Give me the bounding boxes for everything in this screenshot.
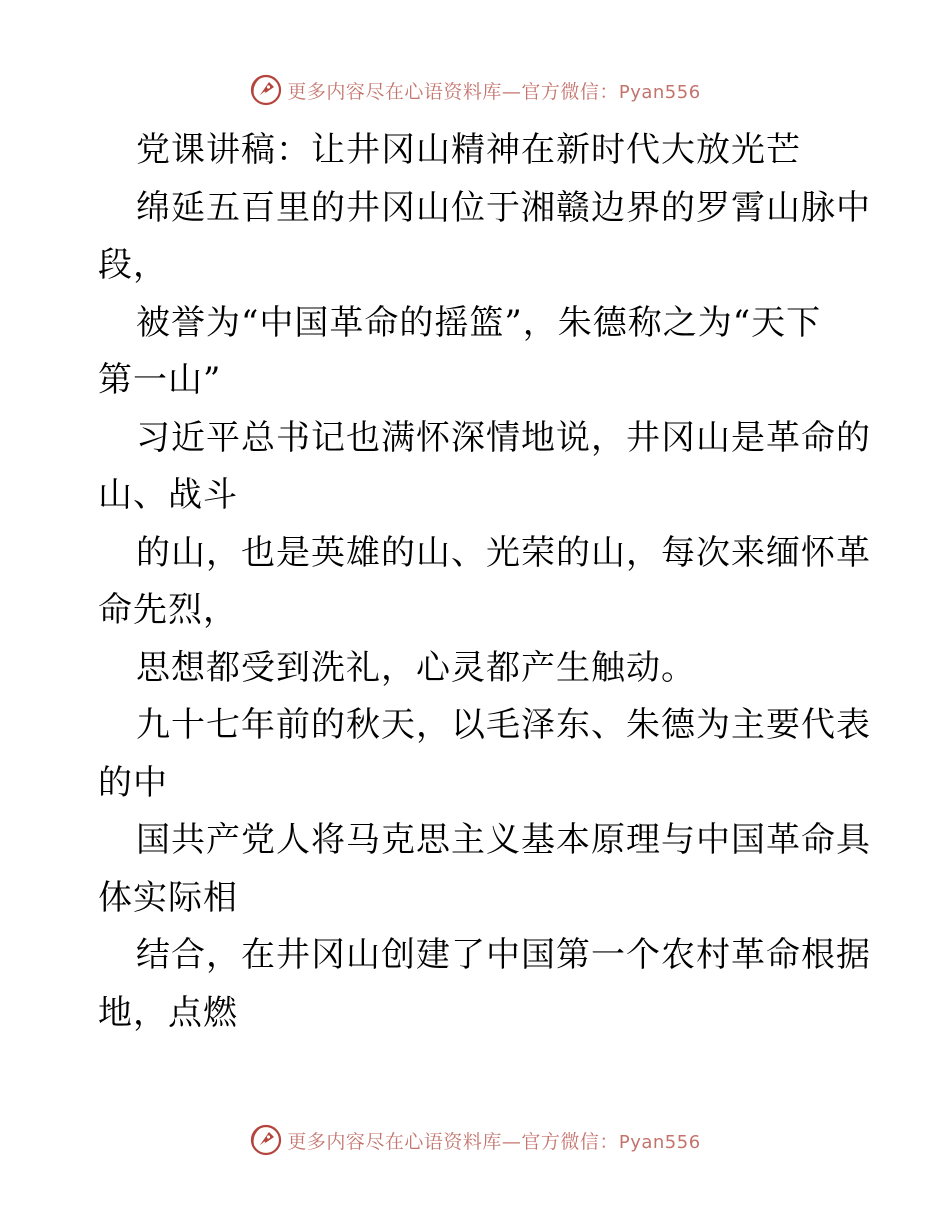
text-line: 第一山” bbox=[98, 360, 222, 400]
text-line: 的中 bbox=[98, 762, 168, 803]
text-line: 段， bbox=[98, 245, 168, 285]
text-line: 山、战斗 bbox=[98, 475, 238, 515]
pen-nib-logo-icon bbox=[249, 1123, 283, 1157]
document-body bbox=[98, 122, 871, 1042]
text-line: 命先烈， bbox=[98, 590, 238, 630]
text-line: 地，点燃 bbox=[98, 992, 238, 1033]
text-line: 习近平总书记也满怀深情地说，井冈山是革命的 bbox=[136, 417, 871, 458]
text-line: 九十七年前的秋天，以毛泽东、朱德为主要代表 bbox=[136, 705, 871, 745]
text-line: 结合，在井冈山创建了中国第一个农村革命根据 bbox=[136, 935, 871, 975]
header-wechat-id: Pyan556 bbox=[618, 81, 701, 103]
text-line: 体实际相 bbox=[98, 877, 238, 918]
header-watermark bbox=[0, 70, 950, 110]
footer-wechat-id: Pyan556 bbox=[618, 1131, 701, 1153]
footer-watermark bbox=[0, 1120, 950, 1160]
footer-watermark-label: 更多内容尽在心语资料库—官方微信： bbox=[287, 1130, 619, 1153]
pen-nib-logo-icon bbox=[249, 73, 283, 107]
header-watermark-text bbox=[287, 77, 700, 104]
document-title: 党课讲稿：让井冈山精神在新时代大放光芒 bbox=[136, 130, 801, 170]
text-line: 被誉为“中国革命的摇篮”，朱德称之为“天下 bbox=[136, 302, 822, 343]
footer-watermark-text bbox=[287, 1127, 700, 1154]
header-watermark-label: 更多内容尽在心语资料库—官方微信： bbox=[287, 80, 619, 103]
text-line: 国共产党人将马克思主义基本原理与中国革命具 bbox=[136, 820, 871, 860]
text-line: 的山，也是英雄的山、光荣的山，每次来缅怀革 bbox=[136, 532, 871, 573]
text-line: 思想都受到洗礼，心灵都产生触动。 bbox=[136, 647, 696, 688]
text-line: 绵延五百里的井冈山位于湘赣边界的罗霄山脉中 bbox=[136, 187, 871, 228]
